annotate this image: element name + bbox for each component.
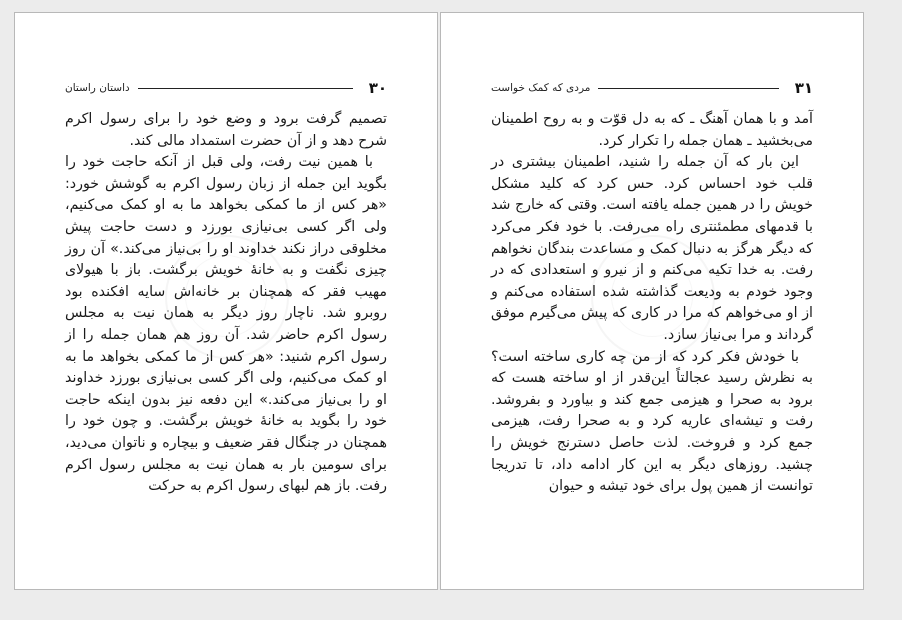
paragraph: آمد و با همان آهنگ ـ که به دل قوّت و به روح اطمینان می‌بخشید ـ همان جمله را تکرار کرد.: [491, 111, 813, 149]
header-rule: [598, 88, 778, 89]
right-page-header: [491, 77, 813, 99]
left-page-header: [65, 77, 387, 99]
page-number: ۳۰: [368, 79, 387, 97]
page-number: ۳۱: [794, 79, 813, 97]
paragraph: این بار که آن جمله را شنید، اطمینان بیشتری در قلب خود احساس کرد. حس کرد که کلید مشکل خویش را در همین جمله یافته است. وقتی که خارج شد با قدمهای مطمئنتری راه می‌رفت. با خود فکر می‌کرد که دیگر هرگز به دنبال کمک و مساعدت بندگان نخواهم رفت. به خدا تکیه می‌کنم و از نیرو و استعدادی که در وجود خودم به ودیعت گذاشته شده استفاده می‌کنم و از او می‌خواهم که مرا در کاری که پیش می‌گیرم موفق گرداند و مرا بی‌نیاز سازد.: [491, 154, 813, 343]
right-page: [440, 12, 864, 590]
paragraph: تصمیم گرفت برود و وضع خود را برای رسول اکرم شرح دهد و از آن حضرت استمداد مالی کند.: [65, 111, 387, 149]
running-title: مردی که کمک خواست: [491, 82, 591, 94]
running-title: داستان راستان: [65, 82, 130, 94]
left-page: [14, 12, 438, 590]
paragraph: با همین نیت رفت، ولی قبل از آنکه حاجت خود را بگوید این جمله از زبان رسول اکرم به گوشش خورد: «هر کس از ما کمکی بخواهد ما به او کمک می‌کنیم، ولی اگر کسی بی‌نیازی بورزد و دست حاجت پیش مخلوقی دراز نکند خداوند او را بی‌نیاز می‌کند.» آن روز چیزی نگفت و به خانهٔ خویش برگشت. باز با هیولای مهیب فقر که همچنان بر خانه‌اش سایه افکنده بود روبرو شد. ناچار روز دیگر به همان نیت به مجلس رسول اکرم حاضر شد. آن روز هم همان جمله را از رسول اکرم شنید: «هر کس از ما کمکی بخواهد ما به او کمک می‌کنیم، ولی اگر کسی بی‌نیازی بورزد خداوند او را بی‌نیاز می‌کند.» این دفعه نیز بدون اینکه حاجت خود را بگوید به خانهٔ خویش برگشت. و چون خود را همچنان در چنگال فقر ضعیف و بیچاره و ناتوان می‌دید، برای سومین بار به همان نیت به مجلس رسول اکرم رفت. باز هم لبهای رسول اکرم به حرکت: [65, 154, 387, 495]
left-page-body: [65, 109, 387, 498]
paragraph: با خودش فکر کرد که از من چه کاری ساخته است؟ به نظرش رسید عجالتاً این‌قدر از او ساخته هست که برود به صحرا و هیزمی جمع کند و بیاورد و بفروشد. رفت و تیشه‌ای عاریه کرد و به صحرا رفت، هیزمی جمع کرد و فروخت. لذت حاصل دسترنج خویش را چشید. روزهای دیگر به این کار ادامه داد، تا تدریجا توانست از همین پول برای خود تیشه و حیوان: [491, 348, 813, 495]
right-page-body: [491, 109, 813, 498]
header-rule: [138, 88, 353, 89]
